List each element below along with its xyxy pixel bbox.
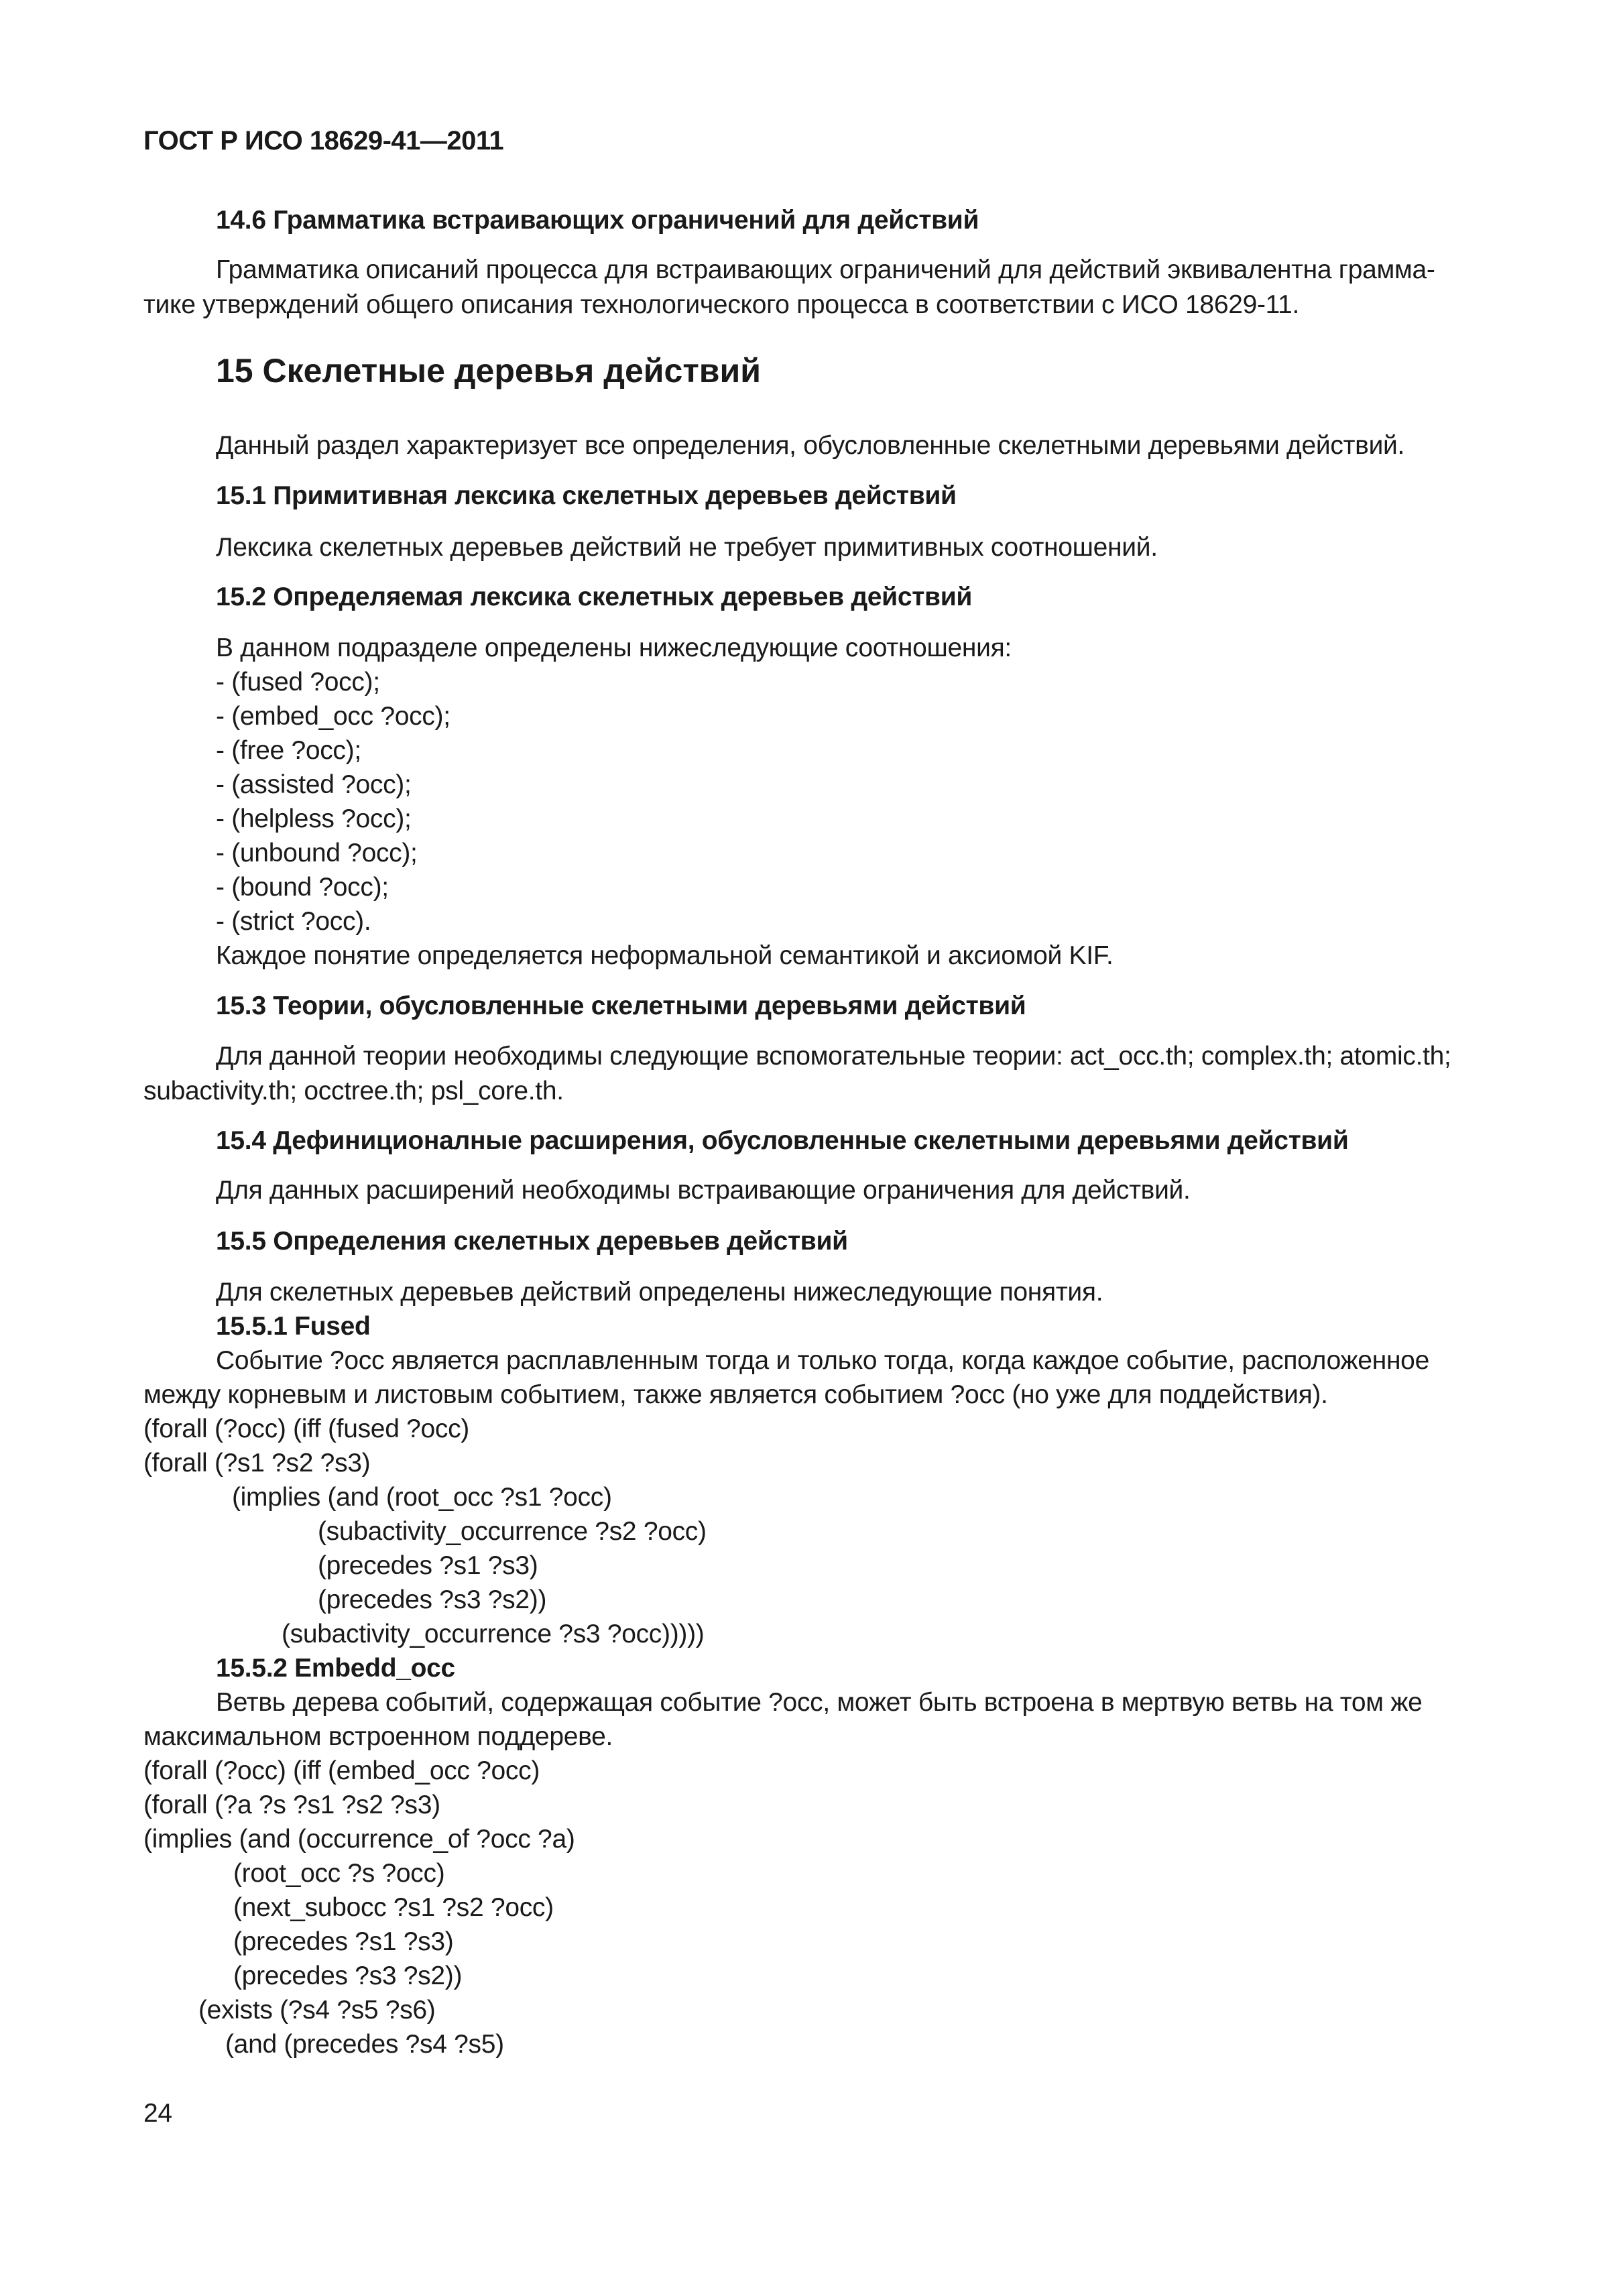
paragraph-line: Для данной теории необходимы следующие вспомогательные теории: act_occ.th; complex.th; atomic.th; bbox=[216, 1042, 1451, 1071]
paragraph-line: Событие ?occ является расплавленным тогда и только тогда, когда каждое событие, расположенное bbox=[216, 1346, 1429, 1375]
paragraph-line: Грамматика описаний процесса для встраивающих ограничений для действий эквивалентна грамма- bbox=[216, 255, 1435, 284]
code-line: (implies (and (occurrence_of ?occ ?a) bbox=[143, 1825, 575, 1854]
section-15-1-title: 15.1 Примитивная лексика скелетных деревьев действий bbox=[216, 481, 957, 510]
code-line: (precedes ?s3 ?s2)) bbox=[233, 1961, 463, 1990]
standard-header: ГОСТ Р ИСО 18629-41—2011 bbox=[143, 126, 504, 156]
paragraph-line: Каждое понятие определяется неформальной семантикой и аксиомой KIF. bbox=[216, 941, 1114, 970]
section-15-2-title: 15.2 Определяемая лексика скелетных деревьев действий bbox=[216, 583, 973, 611]
section-15-5-title: 15.5 Определения скелетных деревьев действий bbox=[216, 1227, 848, 1256]
code-line: (precedes ?s3 ?s2)) bbox=[318, 1585, 547, 1614]
list-item: - (helpless ?occ); bbox=[216, 804, 412, 833]
code-line: (root_occ ?s ?occ) bbox=[233, 1859, 445, 1888]
code-line: (forall (?occ) (iff (fused ?occ) bbox=[143, 1414, 469, 1443]
section-15-4-title: 15.4 Дефиниционалные расширения, обусловленные скелетными деревьями действий bbox=[216, 1126, 1349, 1155]
list-item: - (unbound ?occ); bbox=[216, 839, 418, 867]
paragraph-line: между корневым и листовым событием, также является событием ?occ (но уже для поддействия). bbox=[143, 1380, 1328, 1409]
paragraph-line: В данном подразделе определены нижеследующие соотношения: bbox=[216, 633, 1012, 662]
list-item: - (strict ?occ). bbox=[216, 907, 371, 936]
code-line: (subactivity_occurrence ?s3 ?occ))))) bbox=[282, 1620, 705, 1648]
code-line: (precedes ?s1 ?s3) bbox=[233, 1927, 454, 1956]
section-15-intro: Данный раздел характеризует все определения, обусловленные скелетными деревьями действий. bbox=[216, 431, 1405, 460]
paragraph-line: Для скелетных деревьев действий определены нижеследующие понятия. bbox=[216, 1278, 1103, 1307]
paragraph-line: Ветвь дерева событий, содержащая событие ?occ, может быть встроена в мертвую ветвь на том же bbox=[216, 1688, 1423, 1717]
code-line: (subactivity_occurrence ?s2 ?occ) bbox=[318, 1517, 707, 1546]
code-line: (forall (?occ) (iff (embed_occ ?occ) bbox=[143, 1756, 540, 1785]
list-item: - (embed_occ ?occ); bbox=[216, 702, 450, 731]
code-line: (forall (?s1 ?s2 ?s3) bbox=[143, 1449, 371, 1477]
section-15-5-2-title: 15.5.2 Embedd_occ bbox=[216, 1654, 455, 1683]
paragraph-line: subactivity.th; occtree.th; psl_core.th. bbox=[143, 1077, 564, 1105]
paragraph-line: Лексика скелетных деревьев действий не требует примитивных соотношений. bbox=[216, 533, 1158, 562]
paragraph-line: тике утверждений общего описания технологического процесса в соответствии с ИСО 18629-11. bbox=[143, 290, 1300, 319]
list-item: - (fused ?occ); bbox=[216, 668, 380, 697]
code-line: (next_subocc ?s1 ?s2 ?occ) bbox=[233, 1893, 554, 1922]
code-line: (exists (?s4 ?s5 ?s6) bbox=[198, 1996, 436, 2025]
list-item: - (assisted ?occ); bbox=[216, 770, 412, 799]
list-item: - (free ?occ); bbox=[216, 736, 361, 765]
code-line: (and (precedes ?s4 ?s5) bbox=[225, 2030, 504, 2059]
section-14-6-title: 14.6 Грамматика встраивающих ограничений для действий bbox=[216, 206, 979, 235]
code-line: (implies (and (root_occ ?s1 ?occ) bbox=[232, 1483, 612, 1512]
section-15-3-title: 15.3 Теории, обусловленные скелетными деревьями действий bbox=[216, 991, 1026, 1020]
paragraph-line: максимальном встроенном поддереве. bbox=[143, 1722, 613, 1751]
section-15-title: 15 Скелетные деревья действий bbox=[216, 352, 762, 389]
list-item: - (bound ?occ); bbox=[216, 873, 389, 902]
section-15-5-1-title: 15.5.1 Fused bbox=[216, 1312, 371, 1341]
code-line: (precedes ?s1 ?s3) bbox=[318, 1551, 538, 1580]
page-number: 24 bbox=[143, 2099, 172, 2128]
paragraph-line: Для данных расширений необходимы встраивающие ограничения для действий. bbox=[216, 1176, 1191, 1205]
code-line: (forall (?a ?s ?s1 ?s2 ?s3) bbox=[143, 1791, 440, 1819]
